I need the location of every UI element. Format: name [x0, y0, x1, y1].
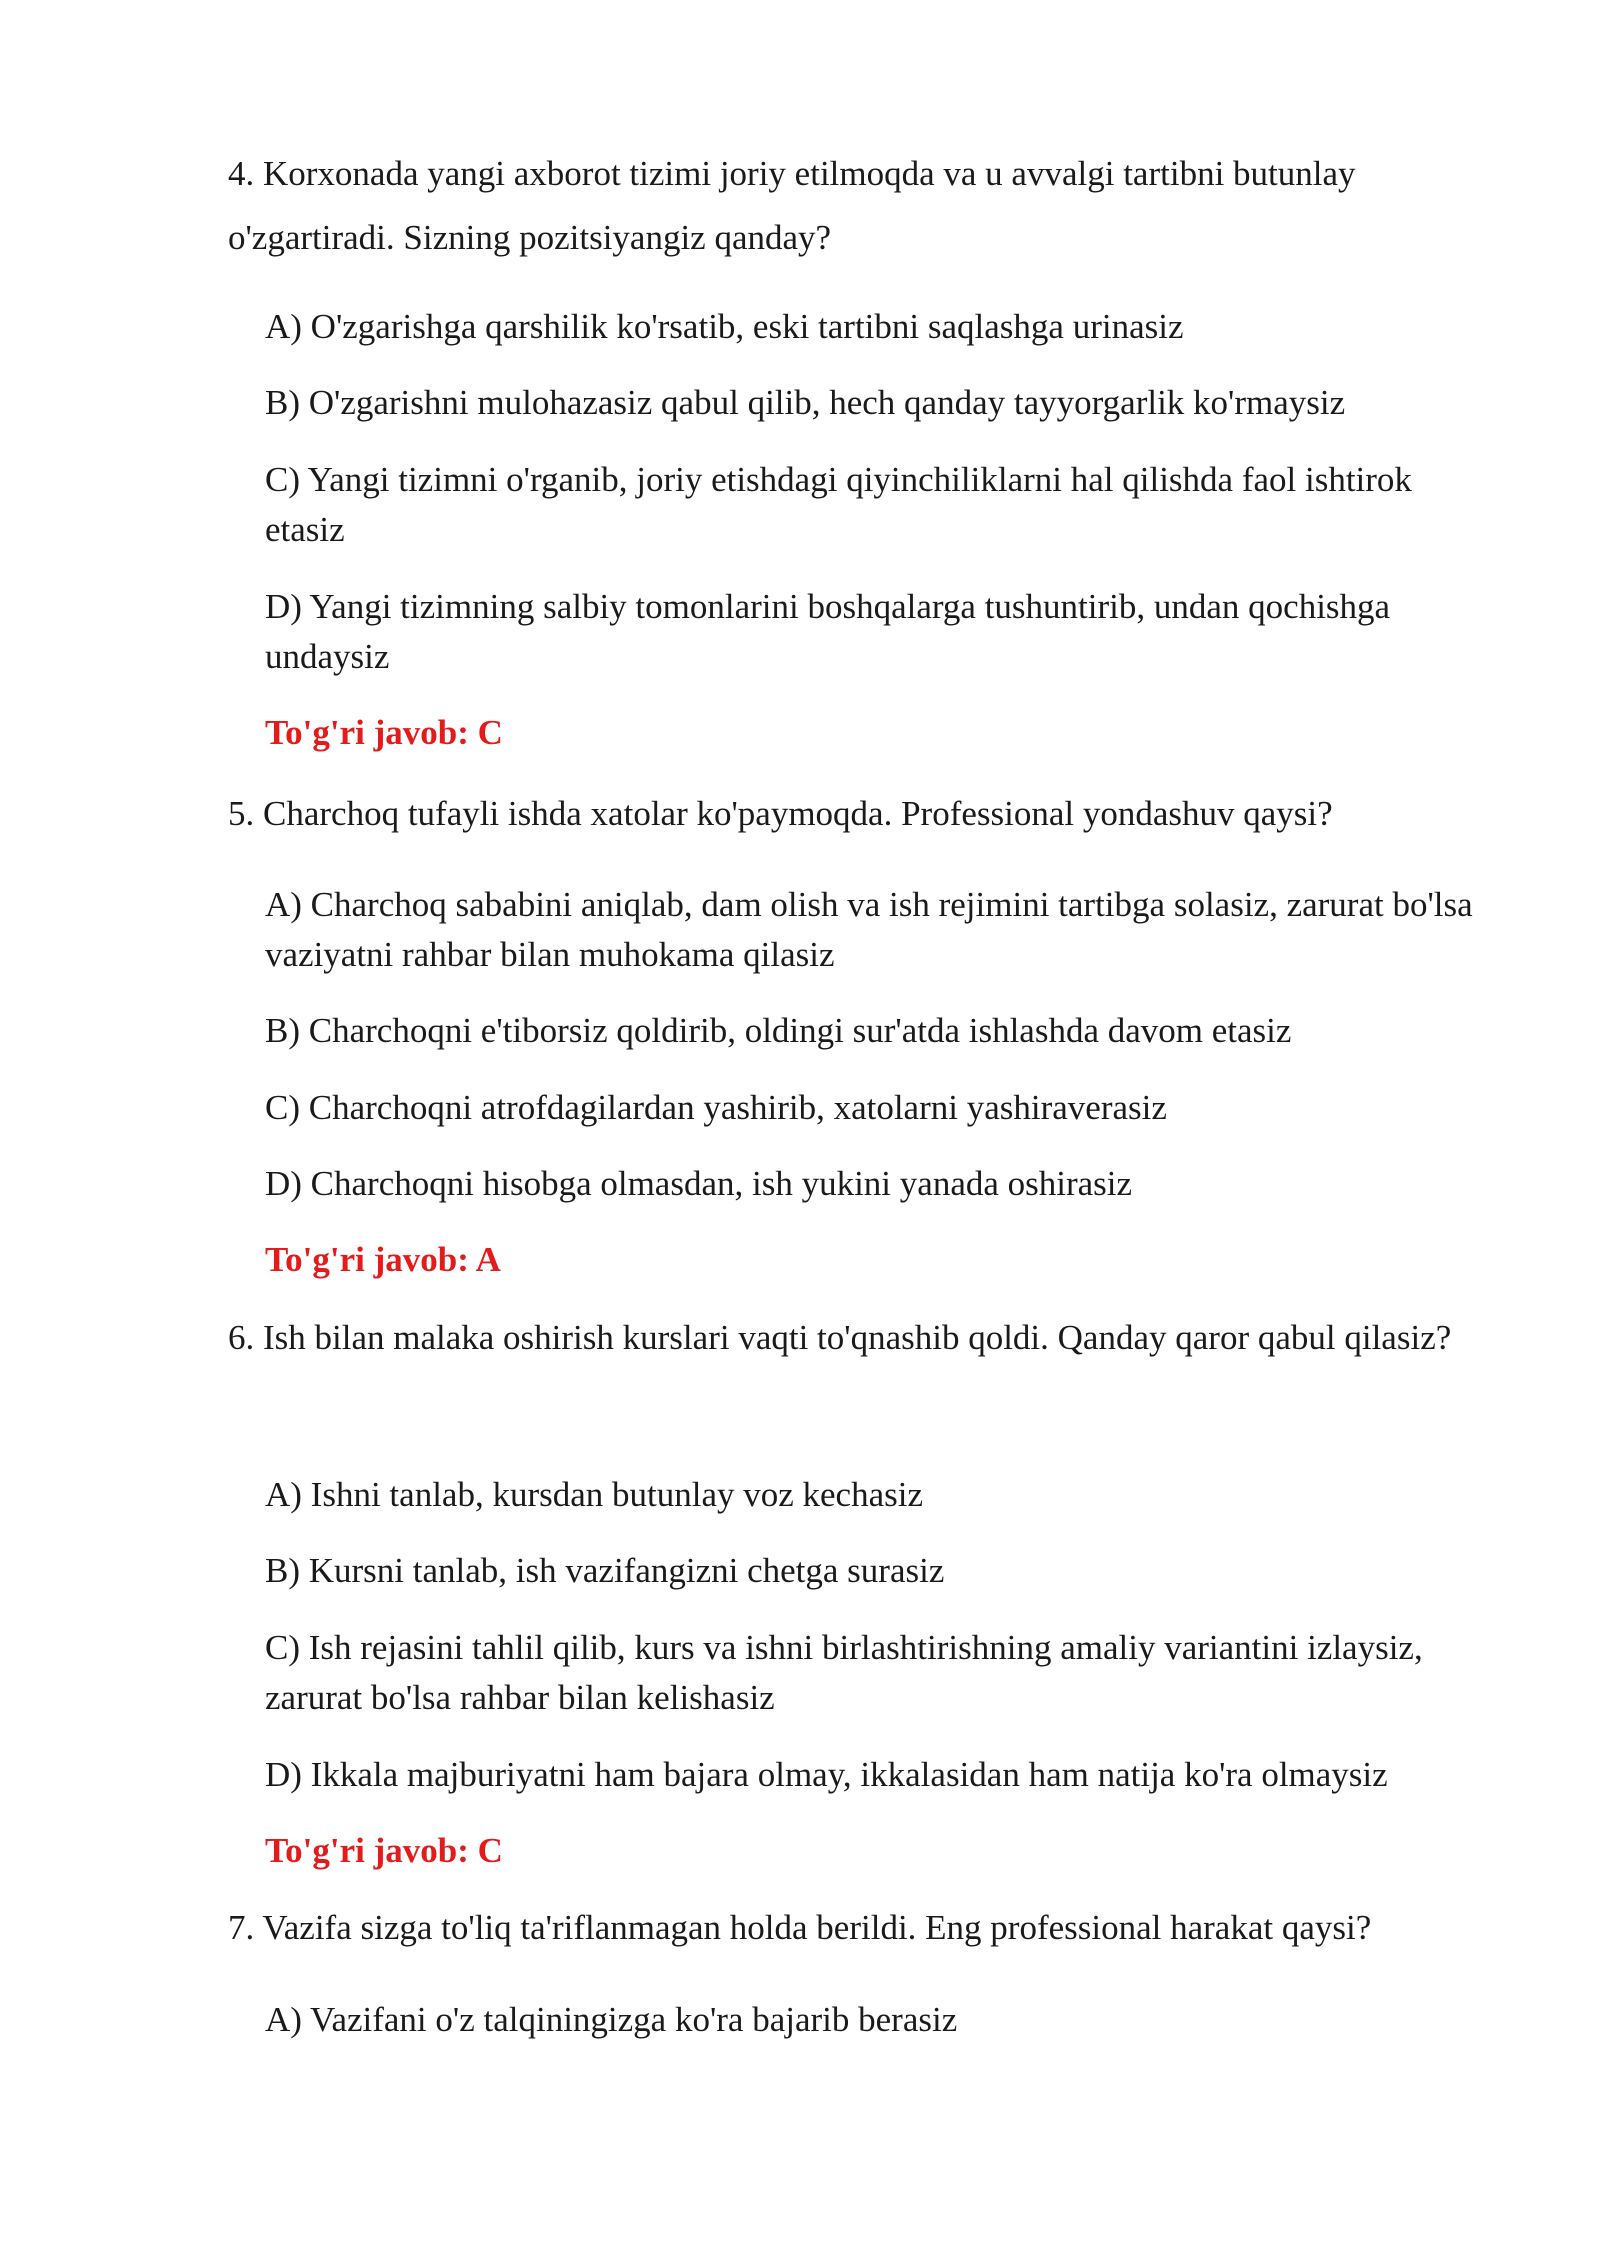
- question-5-option-c: C) Charchoqni atrofdagilardan yashirib, xatolarni yashiraverasiz: [265, 1088, 1167, 1127]
- question-5-option-b: B) Charchoqni e'tiborsiz qoldirib, oldingi sur'atda ishlashda davom etasiz: [265, 1011, 1292, 1050]
- question-6-answer: To'g'ri javob: C: [265, 1831, 503, 1870]
- question-4-option-b: B) O'zgarishni mulohazasiz qabul qilib, hech qanday tayyorgarlik ko'rmaysiz: [265, 383, 1346, 422]
- question-5-text: 5. Charchoq tufayli ishda xatolar ko'paymoqda. Professional yondashuv qaysi?: [228, 794, 1333, 833]
- question-6-option-b: B) Kursni tanlab, ish vazifangizni chetga surasiz: [265, 1551, 945, 1590]
- question-6-option-d: D) Ikkala majburiyatni ham bajara olmay, ikkalasidan ham natija ko'ra olmaysiz: [265, 1755, 1388, 1794]
- question-4-option-c: C) Yangi tizimni o'rganib, joriy etishdagi qiyinchiliklarni hal qilishda faol ishtirok etasiz: [265, 460, 1412, 549]
- question-5-option-a: A) Charchoq sababini aniqlab, dam olish va ish rejimini tartibga solasiz, zarurat bo'lsa vaziyatni rahbar bilan muhokama qilasiz: [265, 885, 1473, 974]
- question-4-option-d: D) Yangi tizimning salbiy tomonlarini boshqalarga tushuntirib, undan qochishga undaysiz: [265, 587, 1391, 676]
- question-6-text: 6. Ish bilan malaka oshirish kurslari vaqti to'qnashib qoldi. Qanday qaror qabul qilasiz?: [228, 1318, 1452, 1357]
- question-5-option-d: D) Charchoqni hisobga olmasdan, ish yukini yanada oshirasiz: [265, 1164, 1133, 1203]
- question-6-option-c: C) Ish rejasini tahlil qilib, kurs va ishni birlashtirishning amaliy variantini izlaysiz, zarurat bo'lsa rahbar bilan kelishasiz: [265, 1628, 1423, 1717]
- question-4-text: 4. Korxonada yangi axborot tizimi joriy etilmoqda va u avvalgi tartibni butunlay o'zgartiradi. Sizning pozitsiyangiz qanday?: [228, 154, 1356, 257]
- question-5-answer: To'g'ri javob: A: [265, 1240, 501, 1279]
- question-4-answer: To'g'ri javob: C: [265, 713, 503, 752]
- question-4-option-a: A) O'zgarishga qarshilik ko'rsatib, eski tartibni saqlashga urinasiz: [265, 307, 1184, 346]
- question-6-option-a: A) Ishni tanlab, kursdan butunlay voz kechasiz: [265, 1475, 924, 1514]
- question-7-text: 7. Vazifa sizga to'liq ta'riflanmagan holda berildi. Eng professional harakat qaysi?: [228, 1908, 1372, 1947]
- question-7-option-a: A) Vazifani o'z talqiningizga ko'ra bajarib berasiz: [265, 2000, 958, 2039]
